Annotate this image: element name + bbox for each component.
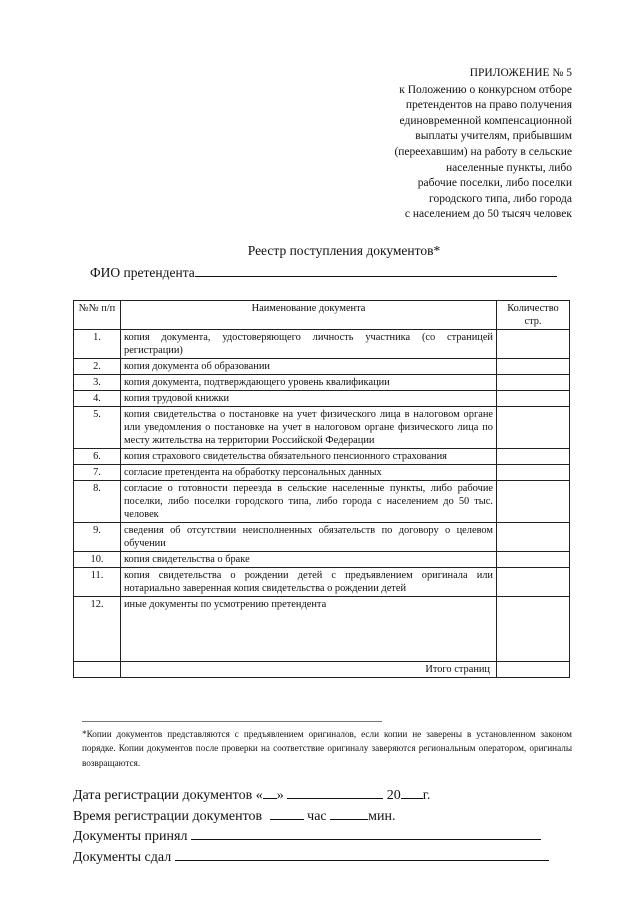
min-label: мин. bbox=[368, 808, 396, 824]
row-qty-cell[interactable] bbox=[497, 449, 570, 465]
appendix-line: претендентов на право получения bbox=[405, 99, 572, 112]
appendix-line: населенные пункты, либо bbox=[446, 161, 572, 174]
fio-label: ФИО претендента bbox=[90, 265, 195, 280]
row-qty-cell[interactable] bbox=[497, 481, 570, 523]
row-qty-cell[interactable] bbox=[497, 552, 570, 568]
header-name: Наименование документа bbox=[121, 301, 497, 330]
row-num: 5. bbox=[74, 407, 121, 449]
table-row bbox=[74, 481, 570, 523]
fio-field bbox=[90, 264, 557, 281]
table-row bbox=[74, 568, 570, 597]
row-num: 10. bbox=[74, 552, 121, 568]
row-num: 6. bbox=[74, 449, 121, 465]
row-num: 3. bbox=[74, 375, 121, 391]
row-qty-cell[interactable] bbox=[497, 465, 570, 481]
appendix-header bbox=[312, 66, 572, 223]
total-row bbox=[74, 662, 570, 678]
handed-line bbox=[73, 847, 549, 868]
date-year-blank[interactable] bbox=[401, 785, 423, 799]
handed-label: Документы сдал bbox=[73, 849, 172, 865]
footnote: *Копии документов представляются с предъявлением оригиналов, если копии не заверены в установленном законом порядке. Копии документов после проверки на соответствие оригиналу заверяются региональным оператором, оригиналы возвращаются. bbox=[82, 729, 572, 768]
date-day-blank[interactable] bbox=[263, 785, 277, 799]
registration-block bbox=[73, 785, 549, 867]
row-name: копия свидетельства о браке bbox=[121, 552, 497, 568]
fio-blank-line[interactable] bbox=[195, 264, 557, 277]
time-hour-blank[interactable] bbox=[270, 806, 304, 820]
row-name: согласие о готовности переезда в сельские населенные пункты, либо рабочие поселки, либо поселки городского типа, либо города с населением до 50 тыс. человек bbox=[121, 481, 497, 523]
accepted-line bbox=[73, 826, 549, 847]
appendix-heading: ПРИЛОЖЕНИЕ № 5 bbox=[469, 67, 572, 79]
table-row bbox=[74, 465, 570, 481]
row-qty-cell[interactable] bbox=[497, 391, 570, 407]
header-qty: Количество стр. bbox=[497, 301, 570, 330]
row-name: копия страхового свидетельства обязательного пенсионного страхования bbox=[121, 449, 497, 465]
page-title: Реестр поступления документов* bbox=[247, 243, 441, 258]
row-name: копия трудовой книжки bbox=[121, 391, 497, 407]
row-name: иные документы по усмотрению претендента bbox=[121, 597, 497, 662]
appendix-line: выплаты учителям, прибывшим bbox=[415, 130, 572, 143]
documents-table bbox=[73, 300, 570, 678]
row-num: 8. bbox=[74, 481, 121, 523]
hour-label: час bbox=[307, 808, 327, 824]
handed-name-blank[interactable] bbox=[175, 847, 279, 861]
table-row bbox=[74, 552, 570, 568]
row-name: согласие претендента на обработку персональных данных bbox=[121, 465, 497, 481]
appendix-line: рабочие поселки, либо поселки bbox=[417, 177, 572, 190]
appendix-line: (переехавшим) на работу в сельские bbox=[394, 145, 572, 158]
date-month-blank[interactable] bbox=[287, 785, 383, 799]
table-row bbox=[74, 597, 570, 662]
row-qty-cell[interactable] bbox=[497, 359, 570, 375]
time-min-blank[interactable] bbox=[330, 806, 368, 820]
time-label: Время регистрации документов bbox=[73, 808, 263, 824]
handed-signature-blank[interactable] bbox=[279, 847, 549, 861]
table-row bbox=[74, 359, 570, 375]
accepted-name-blank[interactable] bbox=[191, 826, 345, 840]
total-empty-cell bbox=[74, 662, 121, 678]
row-qty-cell[interactable] bbox=[497, 407, 570, 449]
table-row bbox=[74, 375, 570, 391]
total-label: Итого страниц bbox=[121, 662, 497, 678]
row-name: копия документа, удостоверяющего личность участника (со страницей регистрации) bbox=[121, 330, 497, 359]
appendix-line: городского типа, либо города bbox=[429, 192, 572, 205]
row-num: 12. bbox=[74, 597, 121, 662]
row-name: копия документа, подтверждающего уровень квалификации bbox=[121, 375, 497, 391]
row-num: 9. bbox=[74, 523, 121, 552]
accepted-label: Документы принял bbox=[73, 829, 188, 844]
table-row bbox=[74, 391, 570, 407]
row-qty-cell[interactable] bbox=[497, 597, 570, 662]
header-num: №№ п/п bbox=[74, 301, 121, 330]
row-name: копия свидетельства о постановке на учет физического лица в налоговом органе или уведомления о постановке на учет в налоговом органе физического лица по месту жительства на территории Российской Федерации bbox=[121, 407, 497, 449]
row-name: копия документа об образовании bbox=[121, 359, 497, 375]
year-suffix: г. bbox=[422, 788, 431, 803]
accepted-signature-blank[interactable] bbox=[345, 826, 541, 840]
year-prefix: 20 bbox=[386, 788, 401, 803]
table-header-row bbox=[74, 301, 570, 330]
table-row bbox=[74, 407, 570, 449]
row-qty-cell[interactable] bbox=[497, 568, 570, 597]
date-close-quote: » bbox=[276, 788, 284, 803]
row-num: 11. bbox=[74, 568, 121, 597]
date-label: Дата регистрации документов « bbox=[73, 788, 263, 803]
row-qty-cell[interactable] bbox=[497, 375, 570, 391]
row-num: 2. bbox=[74, 359, 121, 375]
row-num: 7. bbox=[74, 465, 121, 481]
row-num: 4. bbox=[74, 391, 121, 407]
row-num: 1. bbox=[74, 330, 121, 359]
appendix-line: с населением до 50 тысяч человек bbox=[404, 208, 572, 221]
date-line bbox=[73, 785, 549, 806]
appendix-line: к Положению о конкурсном отборе bbox=[399, 83, 572, 96]
footnote-divider bbox=[82, 721, 382, 722]
row-qty-cell[interactable] bbox=[497, 330, 570, 359]
appendix-line: единовременной компенсационной bbox=[399, 114, 572, 127]
row-qty-cell[interactable] bbox=[497, 523, 570, 552]
row-name: копия свидетельства о рождении детей с предъявлением оригинала или нотариально заверенная копия свидетельства о рождении детей bbox=[121, 568, 497, 597]
time-line bbox=[73, 806, 549, 827]
table-row bbox=[74, 449, 570, 465]
table-row bbox=[74, 523, 570, 552]
total-qty-cell[interactable] bbox=[497, 662, 570, 678]
table-row bbox=[74, 330, 570, 359]
row-name: сведения об отсутствии неисполненных обязательств по договору о целевом обучении bbox=[121, 523, 497, 552]
